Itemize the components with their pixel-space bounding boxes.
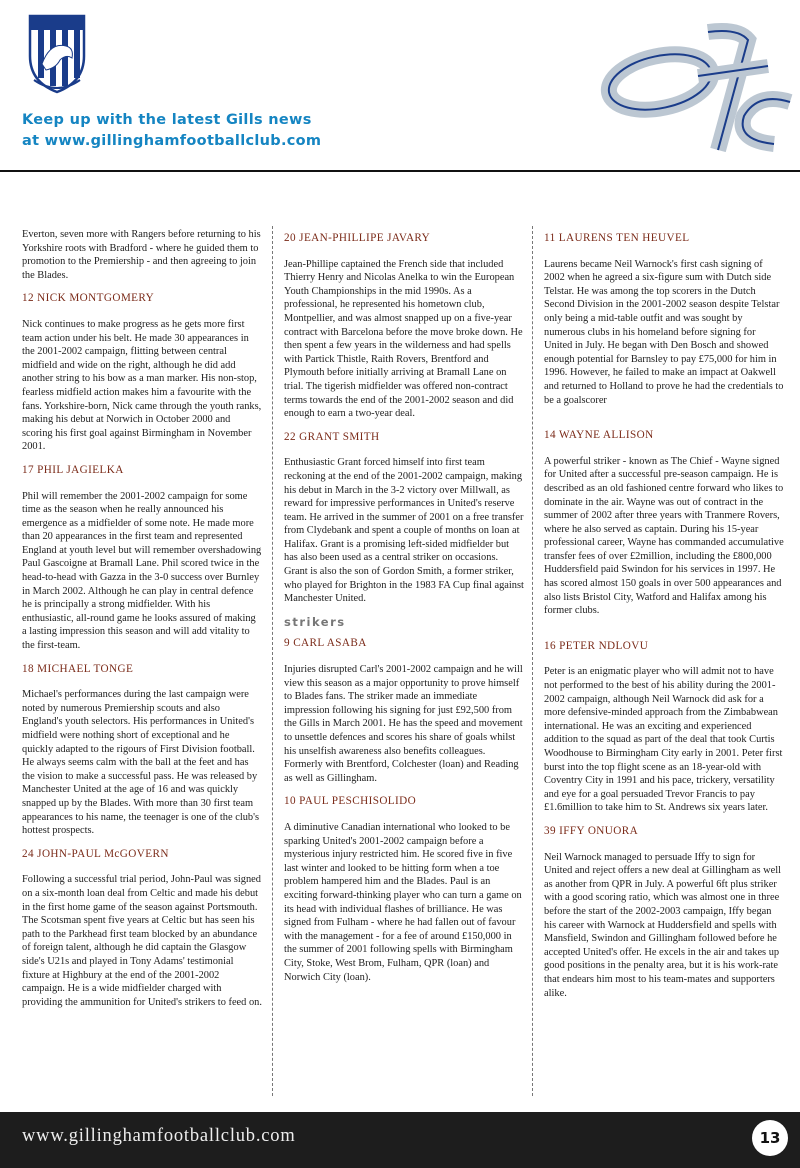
intro-paragraph: Everton, seven more with Rangers before returning to his Yorkshire roots with Bradford - where he guided them to promotion to the Premiership - and then agreeing to join the Blades. xyxy=(22,229,261,281)
player-heading: 9 CARL ASABA xyxy=(284,637,367,650)
section-title-strikers: strikers xyxy=(284,614,346,629)
player-heading: 11 LAURENS TEN HEUVEL xyxy=(544,232,690,244)
player-heading: 24 JOHN-PAUL McGOVERN xyxy=(22,847,169,860)
player-heading: 16 PETER NDLOVU xyxy=(544,639,649,652)
promo-banner xyxy=(22,110,321,152)
column-divider xyxy=(532,226,533,1096)
page-footer xyxy=(0,1112,800,1168)
player-bio: Enthusiastic Grant forced himself into first team reckoning at the end of the 2001-2002 campaign, making his debut in March in the 3-2 victory over Millwall, as reward for impressive performances in United's reserve team. He arrived in the summer of 2001 on a free transfer from Clydebank and spent a couple of months on loan at Halifax. Grant is a promising left-sided midfielder but has also been used as a central striker on occasions. Grant is also the son of Gordon Smith, a former striker, who played for Brighton in the 1983 FA Cup final against Manchester United. xyxy=(284,457,524,605)
player-heading: 22 GRANT SMITH xyxy=(284,430,380,443)
player-bio: Nick continues to make progress as he gets more first team action under his belt. He made 30 appearances in the 2001-2002 campaign, flitting between central midfield and wide on the right, although he did add another string to his bow as a man marker. His non-stop, fearless midfield action makes him a favourite with the fans. Yorkshire-born, Nick came through the youth ranks, making his debut at Norwich in October 2000 and scoring his first goal against Birmingham in November 2001. xyxy=(22,318,262,453)
player-heading: 12 NICK MONTGOMERY xyxy=(22,292,155,305)
player-heading: 20 JEAN-PHILLIPE JAVARY xyxy=(284,232,431,244)
player-bio: A diminutive Canadian international who looked to be sparking United's 2001-2002 campaign before a mysterious injury restricted him. He scored five in five last winter and looked to be hitting form when a toe problem hampered him and the Blades. Paul is an exciting forward-thinking player who can turn a game on its head with individual flashes of brilliance. He was signed from Fulham - where he had fallen out of favour with the management - for a fee of around £150,000 in the summer of 2001 following spells with Birmingham City, Stoke, West Brom, Fulham, QPR (loan) and Norwich City (loan). xyxy=(284,821,522,983)
promo-line-1: Keep up with the latest Gills news xyxy=(22,112,312,128)
player-heading: 18 MICHAEL TONGE xyxy=(22,662,134,675)
player-bio: Peter is an enigmatic player who will admit not to have not performed to the best of his ability during the 2001-2002 campaign, although Neil Warnock did ask for a more defensive-minded approach from the Zimbabwean international. He was an exciting and experienced addition to the squad as part of the deal that took Curtis Woodhouse to Birmingham City early in 2001. Peter first burst into the top flight scene as an 18-year-old with Coventry City in 1991 and his pace, trickery, versatility and eye for a goal persuaded Trevor Francis to pay £1.6million to take him to St. Andrews six years later. xyxy=(544,666,783,814)
page-header xyxy=(0,0,800,172)
player-bio: A powerful striker - known as The Chief - Wayne signed for United after a successful pre-season campaign. He is described as an old fashioned centre forward who likes to dominate in the air. Wayne was out of contract in the summer of 2002 after three years with Tranmere Rovers, where he also served as captain. During his 15-year professional career, Wayne has commanded accumulative transfer fees of over £2million, including the £800,000 Huddersfield paid Swindon for his services in 1997. He has scored almost 150 goals in over 500 appearances and also lists Bristol City, Watford and Halifax among his former clubs. xyxy=(544,455,784,617)
gfc-logo-icon xyxy=(598,20,794,152)
player-bio: Neil Warnock managed to persuade Iffy to sign for United and reject offers a new deal at Gillingham as well as another from QPR in July. A powerful 6ft plus striker with a good scoring ratio, which was almost one in three before the start of the 2002-2003 campaign, Iffy began his career with Warnock at Huddersfield and spells with Mansfield, Swindon and Gillingham followed before he accepted United's offer. He excels in the air and takes up good positions in the penalty area, but it is his work-rate that endears him most to his team-mates and supporters alike. xyxy=(544,851,781,999)
player-bio: Laurens became Neil Warnock's first cash signing of 2002 when he agreed a six-figure sum with Dutch side Telstar. He was among the top scorers in the Dutch Second Division in the 2001-2002 season despite Telstar only being a mid-table outfit and was sought by numerous clubs in his homeland before signing for United in July. He began with Den Bosch and showed enough potential for Barnsley to pay £75,000 for him in 1996. However, he failed to make an impact at Oakwell and returned to Holland to prove he had the credentials to be a goalscorer xyxy=(544,258,784,406)
column-3 xyxy=(544,228,784,1010)
club-crest-icon xyxy=(26,12,88,96)
player-heading: 10 PAUL PESCHISOLIDO xyxy=(284,795,417,808)
player-heading: 39 IFFY ONUORA xyxy=(544,824,639,837)
player-bio: Michael's performances during the last campaign were noted by numerous Premiership scouts and also England's youth selectors. His performances in United's midfield were nothing short of exceptional and he quickly adapted to the rigours of First Division football. He always seems calm with the ball at the feet and has the vision to make a successful pass. He was released by Manchester United at the age of 16 and was quickly snapped up by the Blades. With more than 30 first team appearances to his name, the teenager is one of the club's hottest prospects. xyxy=(22,689,260,837)
player-bio: Phil will remember the 2001-2002 campaign for some time as the season when he really announced his emergence as a midfielder of some note. He made more than 20 appearances in the first team and represented England at youth level but will remember overshadowing Paul Gascoigne at Bramall Lane. Phil scored twice in the head-to-head with Gazza in the 3-0 success over Burnley in March 2002. Although he can play in central defence he is principally a strong midfielder. With his enthusiastic, all-round game he looks assured of making a lasting impression this season and will add vitality to the first-team. xyxy=(22,490,262,652)
player-bio: Injuries disrupted Carl's 2001-2002 campaign and he will view this season as a major opportunity to prove himself to Blades fans. The striker made an immediate impression following his signing for just £92,500 from the Gills in March 2001. He has the speed and movement to unsettle defences and scores his share of goals whilst his unselfish awareness also benefits colleagues. Formerly with Brentford, Colchester (loan) and Reading as well as Gillingham. xyxy=(284,664,523,784)
promo-line-2[interactable]: at www.gillinghamfootballclub.com xyxy=(22,133,322,149)
footer-url-link[interactable]: www.gillinghamfootballclub.com xyxy=(22,1126,296,1146)
column-1 xyxy=(22,228,262,1019)
page-number: 13 xyxy=(752,1120,788,1156)
header-divider xyxy=(0,170,800,172)
column-divider xyxy=(272,226,273,1096)
player-bio: Jean-Phillipe captained the French side that included Thierry Henry and Nicolas Anelka to win the European Youth Championships in the mid 1990s. As a professional, he represented his hometown club, Montpellier, and was almost snapped up on a five-year contract with Barcelona before the move broke down. He then spent a few years in the wilderness and had spells with Partick Thistle, Raith Rovers, Brentford and Plymouth before initially arriving at Bramall Lane on trial. The tigerish midfielder was offered non-contract terms towards the end of the 2001-2002 season and did enough to earn a two-year deal. xyxy=(284,258,523,420)
player-bio: Following a successful trial period, John-Paul was signed on a six-month loan deal from Celtic and made his debut in the first home game of the season against Portsmouth. The Scotsman spent five years at Celtic but has seen his path to the Parkhead first team blocked by an abundance of foreign talent, although he did captain the Glasgow side's U21s and played in Tony Adams' testimonial fixture at Highbury at the end of the 2001-2002 campaign. He is a wide midfielder charged with providing the ammunition for United's strikers to feed on. xyxy=(22,874,262,1008)
player-heading: 14 WAYNE ALLISON xyxy=(544,429,654,442)
player-heading: 17 PHIL JAGIELKA xyxy=(22,463,124,476)
column-2 xyxy=(284,228,524,994)
